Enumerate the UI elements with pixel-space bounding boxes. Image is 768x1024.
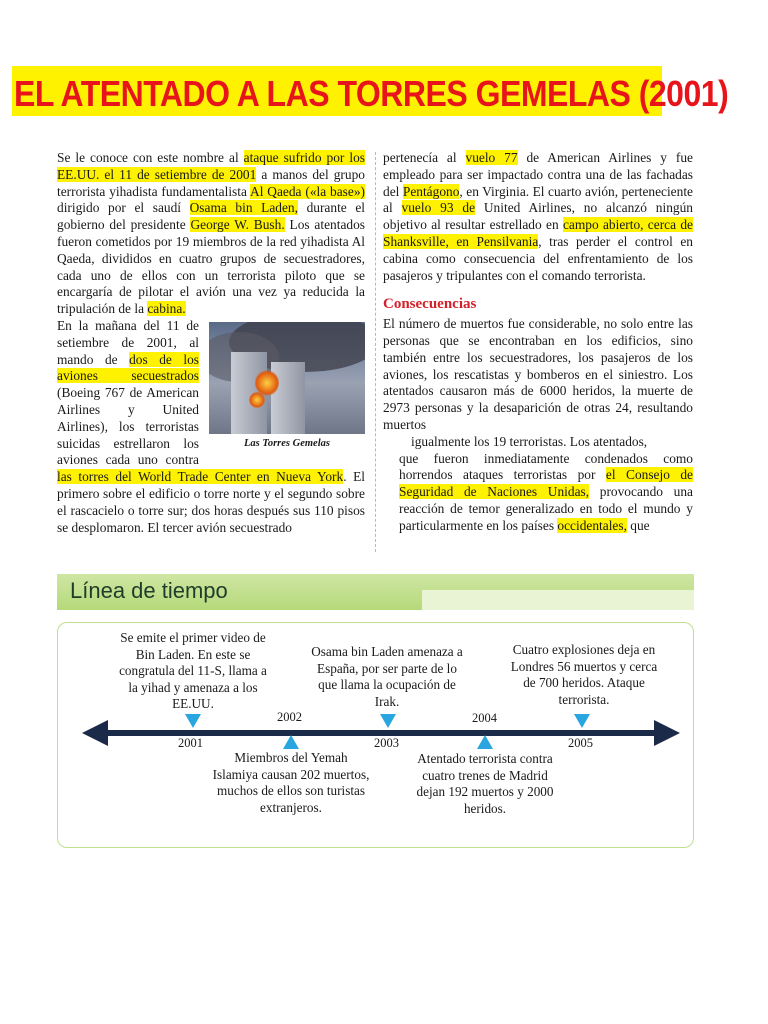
text-run: de American Airlines y fue empleado para ser impactado contra una de las fachadas del: [383, 150, 693, 199]
marker-2002-icon: [283, 735, 299, 749]
timeline-title: Línea de tiempo: [70, 578, 228, 603]
text-run: . El primero sobre el edificio o torre norte y el segundo sobre el rascacielo o torre sur; dos horas después sus 110 pisos se desplomaron. El tercer avión secuestrado: [57, 469, 365, 535]
axis-arrow-left-icon: [82, 720, 108, 746]
year-2001: 2001: [178, 736, 203, 750]
marker-2001-icon: [185, 714, 201, 728]
event-2003: Osama bin Laden amenaza a España, por ser parte de lo que llama la ocupación de Irak.: [311, 644, 463, 709]
event-2001: Se emite el primer video de Bin Laden. En este se congratula del 11-S, llama a la yihad y amenaza a los EE.UU.: [119, 630, 267, 711]
text-run: pertenecía al: [383, 150, 466, 165]
highlighted-text: occidentales,: [557, 517, 627, 533]
consequences-heading: Consecuencias: [383, 296, 477, 313]
right-column: [383, 150, 693, 535]
intro-paragraph: [57, 150, 365, 318]
text-run: (Boeing 767 de American Airlines y United Airlines), los terroristas suicidas estrellaron los aviones cada uno contra: [57, 385, 199, 468]
photo-image: [209, 322, 365, 434]
year-2005: 2005: [568, 736, 593, 750]
text-run: que: [626, 517, 650, 533]
text-run: que fueron inmediatamente condenados como horrendos ataques terroristas por: [399, 450, 693, 483]
year-2002: 2002: [277, 710, 302, 724]
text-run: El número de muertos fue considerable, no solo entre las personas que se encontraban en los edificios, sino también entre los secuestradores, los pasajeros de los aviones, los rescatistas y bomberos en el siniestro. Los atentados causaron más de 6000 heridos, la muerte de 2973 personas y la desaparición de otras 24, resultando muertos: [383, 316, 693, 432]
text-run: a manos del grupo terrorista yihadista fundamentalista: [57, 166, 365, 199]
twin-towers-photo: [207, 322, 367, 452]
year-2004: 2004: [472, 711, 497, 725]
highlighted-text: campo abierto, cerca de Shanksville, en Pensilvania: [383, 217, 693, 249]
highlighted-text: vuelo 93 de: [401, 200, 476, 216]
consequences-line: igualmente los 19 terroristas. Los atentados,: [411, 433, 648, 449]
column-divider: [375, 152, 376, 552]
highlighted-text: dos de los aviones secuestrados: [57, 351, 199, 384]
year-2003: 2003: [374, 736, 399, 750]
highlighted-text: George W. Bush.: [190, 217, 285, 233]
photo-caption: Las Torres Gemelas: [244, 437, 330, 449]
highlighted-text: ataque sufrido por los EE.UU. el 11 de setiembre de 2001: [57, 150, 365, 182]
marker-2005-icon: [574, 714, 590, 728]
event-2002: Miembros del Yemah Islamiya causan 202 muertos, muchos de ellos son turistas extranjeros.: [212, 750, 370, 815]
text-run: durante el gobierno del presidente: [57, 200, 366, 233]
page-title: EL ATENTADO A LAS TORRES GEMELAS (2001): [14, 73, 729, 114]
highlighted-text: las torres del World Trade Center en Nueva York: [57, 469, 344, 485]
highlighted-text: el Consejo de Seguridad de Naciones Unidas,: [399, 467, 693, 500]
left-column: [57, 150, 365, 536]
text-run: , en Virginia. El cuarto avión, perteneciente al: [383, 183, 693, 216]
consequences-paragraph: [383, 316, 693, 434]
flights-paragraph: [383, 150, 693, 284]
marker-2004-icon: [477, 735, 493, 749]
event-2004: Atentado terrorista contra cuatro trenes de Madrid dejan 192 muertos y 2000 heridos.: [416, 751, 554, 816]
marker-2003-icon: [380, 714, 396, 728]
text-run: provocando una reacción de temor generalizado en todo el mundo y particularmente en los países: [399, 484, 693, 533]
text-run: United Airlines, no alcanzó ningún objetivo al resultar estrellado en: [383, 200, 693, 233]
highlighted-text: Osama bin Laden,: [189, 200, 298, 216]
text-run: dirigido por el saudí: [57, 200, 190, 216]
text-run: Se le conoce con este nombre al: [57, 150, 244, 165]
axis-arrow-right-icon: [654, 720, 680, 746]
highlighted-text: Pentágono: [402, 183, 460, 199]
event-2005: Cuatro explosiones deja en Londres 56 muertos y cerca de 700 heridos. Ataque terrorista.: [510, 642, 658, 707]
text-run: Los atentados fueron cometidos por 19 miembros de la red yihadista Al Qaeda, divididos en cuatro grupos de secuestradores, cada uno de ellos con un terrorista piloto que se encargaría de pilotar el avión una vez ya reducida la tripulación de la: [57, 217, 365, 317]
highlighted-text: vuelo 77: [465, 150, 518, 165]
timeline-header-inner: [422, 590, 694, 610]
condemnation-paragraph: [383, 451, 693, 535]
highlighted-text: cabina.: [147, 301, 186, 317]
highlighted-text: Al Qaeda («la base»): [250, 183, 365, 199]
text-run: , tras perder el control en cabina como consecuencia del enfrentamiento de los pasajeros y tripulantes con el comando terrorista.: [383, 233, 693, 283]
text-run: En la mañana del 11 de setiembre de 2001, al mando de: [57, 317, 199, 367]
